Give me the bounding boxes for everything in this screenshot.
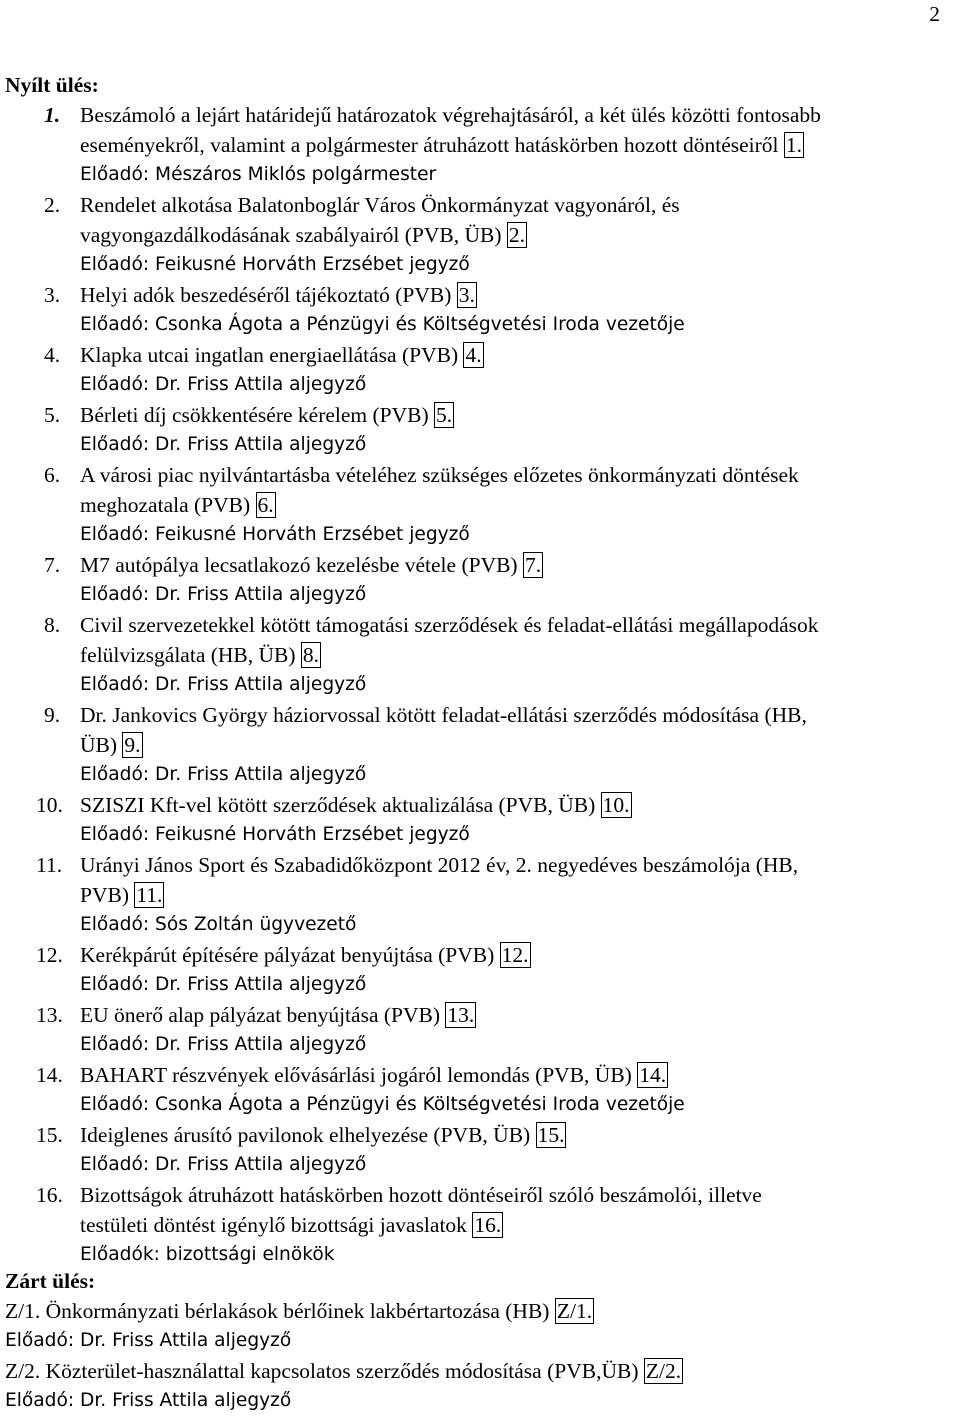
agenda-item-number: 7. xyxy=(44,553,61,577)
agenda-item-presenter: Előadó: Dr. Friss Attila aljegyző xyxy=(80,764,367,785)
agenda-item-number: 15. xyxy=(36,1123,63,1147)
agenda-item-presenter: Előadó: Dr. Friss Attila aljegyző xyxy=(80,584,367,605)
agenda-item-presenter: Előadó: Dr. Friss Attila aljegyző xyxy=(80,434,367,455)
agenda-item-number: 12. xyxy=(36,943,63,967)
agenda-item-title: vagyongazdálkodásának szabályairól (PVB, ÜB) 2. xyxy=(80,223,526,247)
agenda-item-number: 14. xyxy=(36,1063,63,1087)
agenda-item-number: 4. xyxy=(44,343,61,367)
agenda-item-title: Klapka utcai ingatlan energiaellátása (PVB) 4. xyxy=(80,343,482,367)
agenda-item-reference: 15. xyxy=(537,1123,565,1147)
agenda-item-presenter: Előadó: Feikusné Horváth Erzsébet jegyző xyxy=(80,524,470,545)
agenda-item-number: 8. xyxy=(44,613,61,637)
agenda-item-title: SZISZI Kft-vel kötött szerződések aktualizálása (PVB, ÜB) 10. xyxy=(80,793,630,817)
closed-item-title: Z/1. Önkormányzati bérlakások bérlőinek lakbértartozása (HB) Z/1. xyxy=(5,1299,593,1323)
agenda-item-title: EU önerő alap pályázat benyújtása (PVB) 13. xyxy=(80,1003,475,1027)
agenda-item-presenter: Előadó: Sós Zoltán ügyvezető xyxy=(80,914,357,935)
open-session-heading: Nyílt ülés: xyxy=(5,73,99,97)
agenda-item-reference: 1. xyxy=(785,133,803,157)
agenda-item-presenter: Előadó: Csonka Ágota a Pénzügyi és Költségvetési Iroda vezetője xyxy=(80,1094,685,1115)
agenda-item-reference: 14. xyxy=(639,1063,667,1087)
agenda-item-title: Civil szervezetekkel kötött támogatási szerződések és feladat-ellátási megállapodások xyxy=(80,613,819,637)
closed-item-reference: Z/1. xyxy=(556,1299,593,1323)
agenda-item-number: 6. xyxy=(44,463,61,487)
agenda-item-title: BAHART részvények elővásárlási jogáról lemondás (PVB, ÜB) 14. xyxy=(80,1063,667,1087)
agenda-item-title: eseményekről, valamint a polgármester átruházott hatáskörben hozott döntéseiről 1. xyxy=(80,133,803,157)
agenda-item-title: Dr. Jankovics György háziorvossal kötött feladat-ellátási szerződés módosítása (HB, xyxy=(80,703,807,727)
agenda-item-reference: 4. xyxy=(465,343,482,367)
agenda-item-reference: 11. xyxy=(136,883,163,907)
agenda-item-title: ÜB) 9. xyxy=(80,733,141,757)
agenda-item-number: 1. xyxy=(44,103,61,127)
agenda-item-presenter: Előadó: Dr. Friss Attila aljegyző xyxy=(80,374,367,395)
agenda-item-title: A városi piac nyilvántartásba vételéhez szükséges előzetes önkormányzati döntések xyxy=(80,463,799,487)
agenda-item-title: Bizottságok átruházott hatáskörben hozott döntéseiről szóló beszámolói, illetve xyxy=(80,1183,762,1207)
closed-item-presenter: Előadó: Dr. Friss Attila aljegyző xyxy=(5,1390,292,1411)
agenda-item-presenter: Előadó: Feikusné Horváth Erzsébet jegyző xyxy=(80,824,470,845)
closed-session-heading: Zárt ülés: xyxy=(5,1269,96,1293)
agenda-item-title: Rendelet alkotása Balatonboglár Város Önkormányzat vagyonáról, és xyxy=(80,193,680,217)
agenda-item-reference: 12. xyxy=(501,943,529,967)
agenda-item-reference: 10. xyxy=(602,793,630,817)
agenda-item-title: PVB) 11. xyxy=(80,883,163,907)
agenda-item-title: Kerékpárút építésére pályázat benyújtása (PVB) 12. xyxy=(80,943,529,967)
agenda-item-presenter: Előadó: Csonka Ágota a Pénzügyi és Költségvetési Iroda vezetője xyxy=(80,314,685,335)
closed-item-reference: Z/2. xyxy=(645,1359,682,1383)
agenda-item-title: testületi döntést igénylő bizottsági javaslatok 16. xyxy=(80,1213,502,1237)
agenda-item-title: M7 autópálya lecsatlakozó kezelésbe vétele (PVB) 7. xyxy=(80,553,542,577)
agenda-item-presenter: Előadó: Dr. Friss Attila aljegyző xyxy=(80,1034,367,1055)
agenda-item-presenter: Előadó: Dr. Friss Attila aljegyző xyxy=(80,1154,367,1175)
agenda-item-title: meghozatala (PVB) 6. xyxy=(80,493,274,517)
agenda-item-number: 10. xyxy=(36,793,63,817)
closed-item-title: Z/2. Közterület-használattal kapcsolatos szerződés módosítása (PVB,ÜB) Z/2. xyxy=(5,1359,682,1383)
agenda-item-reference: 5. xyxy=(436,403,453,427)
agenda-item-reference: 13. xyxy=(447,1003,475,1027)
agenda-item-number: 5. xyxy=(44,403,61,427)
agenda-item-number: 16. xyxy=(36,1183,63,1207)
agenda-item-title: Bérleti díj csökkentésére kérelem (PVB) 5. xyxy=(80,403,453,427)
agenda-item-title: felülvizsgálata (HB, ÜB) 8. xyxy=(80,643,320,667)
page-number: 2 xyxy=(929,2,940,26)
agenda-item-presenter: Előadó: Feikusné Horváth Erzsébet jegyző xyxy=(80,254,470,275)
agenda-item-title: Beszámoló a lejárt határidejű határozatok végrehajtásáról, a két ülés közötti fontosabb xyxy=(80,103,821,127)
agenda-item-title: Urányi János Sport és Szabadidőközpont 2012 év, 2. negyedéves beszámolója (HB, xyxy=(80,853,799,877)
agenda-item-reference: 7. xyxy=(524,553,542,577)
closed-item-presenter: Előadó: Dr. Friss Attila aljegyző xyxy=(5,1330,292,1351)
agenda-item-reference: 2. xyxy=(508,223,526,247)
agenda-item-presenter: Előadó: Dr. Friss Attila aljegyző xyxy=(80,674,367,695)
agenda-item-number: 2. xyxy=(44,193,61,217)
agenda-item-reference: 6. xyxy=(257,493,274,517)
agenda-item-title: Helyi adók beszedéséről tájékoztató (PVB) 3. xyxy=(80,283,475,307)
agenda-item-presenter: Előadók: bizottsági elnökök xyxy=(80,1244,335,1265)
agenda-item-reference: 16. xyxy=(474,1213,502,1237)
agenda-item-title: Ideiglenes árusító pavilonok elhelyezése (PVB, ÜB) 15. xyxy=(80,1123,565,1147)
agenda-item-number: 3. xyxy=(44,283,61,307)
agenda-item-number: 9. xyxy=(44,703,61,727)
agenda-item-number: 11. xyxy=(36,853,63,877)
agenda-item-reference: 9. xyxy=(124,733,141,757)
agenda-item-presenter: Előadó: Mészáros Miklós polgármester xyxy=(80,164,437,185)
agenda-item-number: 13. xyxy=(36,1003,63,1027)
agenda-item-presenter: Előadó: Dr. Friss Attila aljegyző xyxy=(80,974,367,995)
agenda-item-reference: 3. xyxy=(458,283,475,307)
agenda-item-reference: 8. xyxy=(302,643,320,667)
